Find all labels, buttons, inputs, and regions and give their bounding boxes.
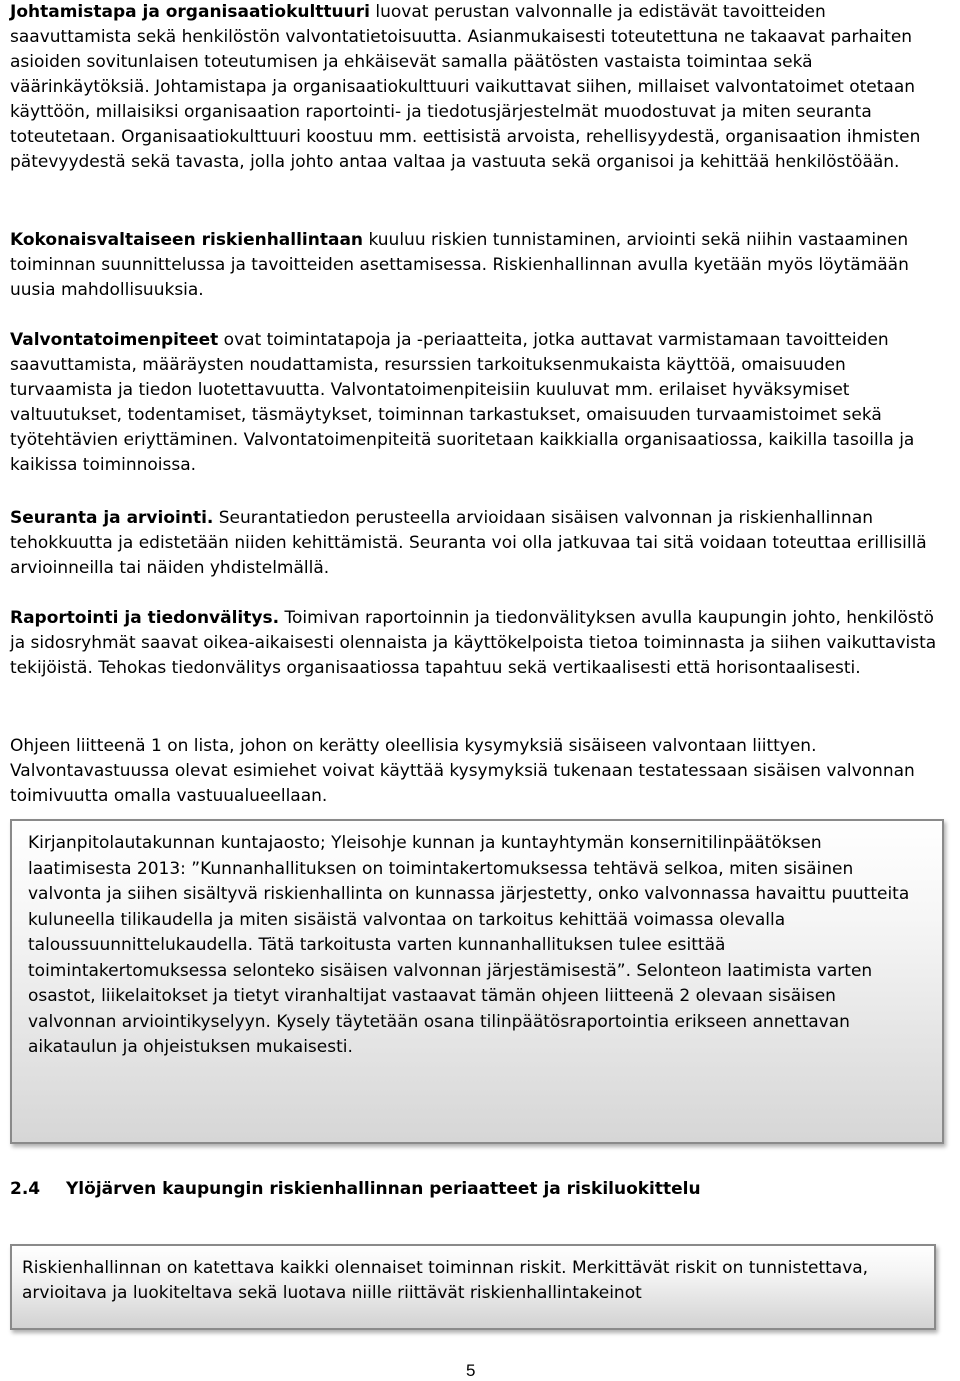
paragraph-lead: Valvontatoimenpiteet (10, 330, 219, 350)
quote-box-text: Kirjanpitolautakunnan kuntajaosto; Yleisohje kunnan ja kuntayhtymän konsernitilinpäätöksen laatimisesta 2013: ”Kunnanhallituksen on toimintakertomuksessa tehtävä selkoa, miten sisäinen valvonta ja siihen sisältyvä riskienhallinta on kunnassa järjestetty, onko valvonnassa havaittu puutteita kuluneella tilikaudella ja miten sisäistä valvontaa on tarkoitus kehittää voimassa olevalla taloussuunnittelukaudella. Tätä tarkoitusta varten kunnanhallituksen tulee esittää toimintakertomuksessa selonteko sisäisen valvonnan järjestämisestä”. Selonteon laatimista varten osastot, liikelaitokset ja tietyt viranhaltijat vastaavat tämän ohjeen liitteenä 2 olevaan sisäisen valvonnan arviointikyselyyn. Kysely täytetään osana tilinpäätösraportointia erikseen annettavan aikataulun ja ohjeistuksen mukaisesti. (28, 833, 910, 1057)
paragraph-text: luovat perustan valvonnalle ja edistävät tavoitteiden saavuttamista sekä henkilöstön valvontatietoisuutta. Asianmukaisesti toteutettuna ne takaavat parhaiten asioiden sovitunlaisen toteutumisen ja ehkäisevät samalla päätösten vastaista toimintaa sekä väärinkäytöksiä. Johtamistapa ja organisaatiokulttuuri vaikuttavat siihen, millaiset valvontatoimet otetaan käyttöön, millaisiksi organisaation raportointi- ja tiedotusjärjestelmät muodostuvat ja miten seuranta toteutetaan. Organisaatiokulttuuri koostuu mm. eettisistä arvoista, rehellisyydestä, organisaation ihmisten pätevyydestä sekä tavasta, jolla johto antaa valtaa ja vastuuta sekä organisoi ja kehittää henkilöstöään. (10, 2, 921, 172)
paragraph-text: Seurantatiedon perusteella arvioidaan sisäisen valvonnan ja riskienhallinnan tehokkuutta ja edistetään niiden kehittämistä. Seuranta voi olla jatkuvaa tai sitä voidaan toteuttaa erillisillä arvioinneilla tai näiden yhdistelmällä. (10, 508, 927, 578)
paragraph-johtamistapa (10, 0, 945, 175)
paragraph-seuranta (10, 506, 945, 581)
paragraph-text: ovat toimintatapoja ja -periaatteita, jotka auttavat varmistamaan tavoitteiden saavuttamista, määräysten noudattamista, resurssien tarkoituksenmukaista käyttöä, omaisuuden turvaamista ja tiedon luotettavuutta. Valvontatoimenpiteisiin kuuluvat mm. erilaiset hyväksymiset valtuutukset, todentamiset, täsmäytykset, toiminnan tarkastukset, omaisuuden turvaamistoimet sekä työtehtävien eriyttäminen. Valvontatoimenpiteitä suoritetaan kaikkialla organisaatiossa, kaikilla tasoilla ja kaikissa toiminnoissa. (10, 330, 915, 475)
paragraph-raportointi (10, 606, 945, 681)
quote-box (10, 819, 944, 1144)
info-box-text: Riskienhallinnan on katettava kaikki olennaiset toiminnan riskit. Merkittävät riskit on tunnistettava, arvioitava ja luokiteltava sekä luotava niille riittävät riskienhallintakeinot (22, 1258, 869, 1303)
section-number: 2.4 (10, 1179, 41, 1199)
paragraph-text: Ohjeen liitteenä 1 on lista, johon on kerätty oleellisia kysymyksiä sisäiseen valvontaan liittyen. Valvontavastuussa olevat esimiehet voivat käyttää kysymyksiä tukenaan testatessaan sisäisen valvonnan toimivuutta omalla vastuualueellaan. (10, 736, 915, 806)
paragraph-liite (10, 734, 945, 809)
paragraph-lead: Raportointi ja tiedonvälitys. (10, 608, 280, 628)
paragraph-valvontatoimenpiteet (10, 328, 945, 478)
paragraph-text: kuuluu riskien tunnistaminen, arviointi sekä niihin vastaaminen toiminnan suunnittelussa ja tavoitteiden asettamisessa. Riskienhallinnan avulla kyetään myös löytämään uusia mahdollisuuksia. (10, 230, 909, 300)
page-number: 5 (466, 1361, 476, 1380)
paragraph-riskienhallinta (10, 228, 945, 303)
paragraph-text: Toimivan raportoinnin ja tiedonvälityksen avulla kaupungin johto, henkilöstö ja sidosryhmät saavat oikea-aikaisesti olennaista ja käyttökelpoista tietoa toiminnasta ja siihen vaikuttavista tekijöistä. Tehokas tiedonvälitys organisaatiossa tapahtuu sekä vertikaalisesti että horisontaalisesti. (10, 608, 937, 678)
section-title: Ylöjärven kaupungin riskienhallinnan periaatteet ja riskiluokittelu (66, 1179, 701, 1199)
paragraph-lead: Johtamistapa ja organisaatiokulttuuri (10, 2, 370, 22)
paragraph-lead: Kokonaisvaltaiseen riskienhallintaan (10, 230, 364, 250)
section-heading (10, 1177, 701, 1202)
info-box (10, 1244, 936, 1330)
paragraph-lead: Seuranta ja arviointi. (10, 508, 214, 528)
